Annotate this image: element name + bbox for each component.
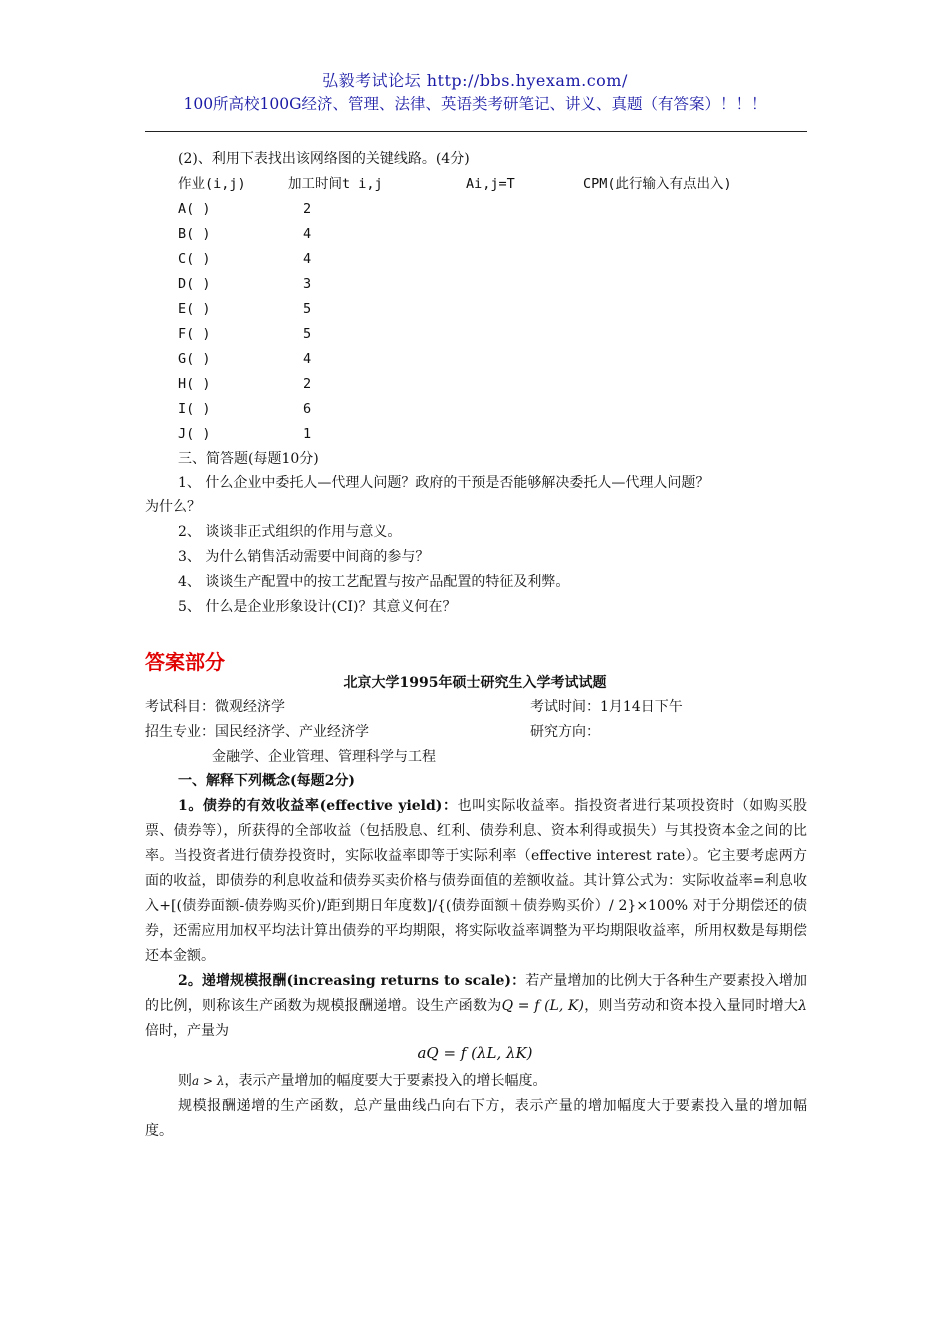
- concept-2-text-a: 若产量增加的比例大于各种生产要素投入增加的比例，则称该生产函数为规模报酬递增。设生产函数为: [145, 973, 807, 1014]
- exam-major: 招生专业：国民经济学、产业经济学: [145, 724, 369, 740]
- table-header-cpm: CPM(此行输入有点出入): [583, 176, 732, 192]
- table-row-task: F( ): [178, 326, 211, 342]
- concept-1: [145, 794, 807, 969]
- table-row-task: A( ): [178, 201, 211, 217]
- table-row-time: 5: [303, 326, 312, 342]
- question-2-title: (2)、利用下表找出该网络图的关键线路。(4分): [178, 151, 470, 167]
- concept-2-text-c: 倍时，产量为: [145, 1023, 229, 1039]
- table-row-task: C( ): [178, 251, 211, 267]
- concept-2-text-b: ，则当劳动和资本投入量同时增大: [583, 998, 799, 1014]
- exam-subject: 考试科目：微观经济学: [145, 699, 285, 715]
- table-row-task: G( ): [178, 351, 211, 367]
- production-function: Q = f (L, K): [501, 998, 584, 1014]
- short-question-3: 3、 为什么销售活动需要中间商的参与？: [178, 549, 430, 565]
- table-row-task: B( ): [178, 226, 211, 242]
- exam-title: 北京大学1995年硕士研究生入学考试试题: [343, 675, 607, 691]
- section-3-title: 三、简答题(每题10分): [178, 451, 319, 467]
- concept-2: [145, 969, 807, 1044]
- table-row-task: I( ): [178, 401, 211, 417]
- table-header-task: 作业(i,j): [178, 176, 246, 192]
- short-question-1: 1、 什么企业中委托人—代理人问题？政府的干预是否能够解决委托人—代理人问题？: [178, 475, 710, 491]
- table-row-time: 4: [303, 226, 312, 242]
- table-row-time: 4: [303, 251, 312, 267]
- lambda-symbol: λ: [798, 998, 808, 1014]
- short-question-2: 2、 谈谈非正式组织的作用与意义。: [178, 524, 402, 540]
- table-row-time: 4: [303, 351, 312, 367]
- inequality-text: ，表示产量增加的幅度要大于要素投入的增长幅度。: [224, 1073, 547, 1089]
- table-header-time: 加工时间t i,j: [288, 176, 383, 192]
- formula: aQ = f (λL, λK): [417, 1044, 533, 1062]
- short-question-5: 5、 什么是企业形象设计(CI)？其意义何在？: [178, 599, 457, 615]
- short-question-4: 4、 谈谈生产配置中的按工艺配置与按产品配置的特征及利弊。: [178, 574, 570, 590]
- short-question-1-cont: 为什么？: [145, 499, 201, 515]
- table-row-time: 2: [303, 376, 312, 392]
- concept-1-text: 也叫实际收益率。指投资者进行某项投资时（如购买股票、债券等），所获得的全部收益（包括股息、红利、债券利息、资本利得或损失）与其投资本金之间的比率。当投资者进行债券投资时，实际收益率即等于实际利率（effective interest rate）。它主要考虑两方面的收益，即债券的利息收益和债券买卖价格与债券面值的差额收益。其计算公式为：实际收益率=利息收入+[(债券面额-债券购买价)/距到期日年度数]/{(债券面额＋债券购买价）/ 2}×100% 对于分期偿还的债券，还需应用加权平均法计算出债券的平均期限，将实际收益率调整为平均期限收益率，所用权数是每期偿还本金额。: [145, 798, 807, 964]
- table-row-time: 2: [303, 201, 312, 217]
- table-row-time: 5: [303, 301, 312, 317]
- table-row-task: E( ): [178, 301, 211, 317]
- answers-heading: 答案部分: [145, 650, 225, 674]
- table-row-time: 3: [303, 276, 312, 292]
- inequality-prefix: 则: [178, 1073, 192, 1089]
- table-row-time: 6: [303, 401, 312, 417]
- concept-1-term: 1。债券的有效收益率(effective yield)：: [178, 798, 458, 814]
- table-row-task: J( ): [178, 426, 211, 442]
- table-row-time: 1: [303, 426, 312, 442]
- table-row-task: H( ): [178, 376, 211, 392]
- closing-paragraph: 规模报酬递增的生产函数，总产量曲线凸向右下方，表示产量的增加幅度大于要素投入量的增加幅度。: [145, 1098, 807, 1139]
- exam-direction: 研究方向：: [530, 724, 600, 740]
- table-header-a: Ai,j=T: [466, 176, 515, 192]
- table-row-task: D( ): [178, 276, 211, 292]
- concept-2-term: 2。递增规模报酬(increasing returns to scale)：: [178, 973, 526, 989]
- header-forum-link[interactable]: 弘毅考试论坛 http://bbs.hyexam.com/: [322, 71, 628, 90]
- inequality-math: a > λ: [192, 1074, 225, 1088]
- exam-time: 考试时间：1月14日下午: [530, 699, 683, 715]
- exam-major-cont: 金融学、企业管理、管理科学与工程: [212, 749, 436, 765]
- part-1-title: 一、解释下列概念(每题2分): [178, 773, 355, 789]
- header-tagline: 100所高校100G经济、管理、法律、英语类考研笔记、讲义、真题（有答案）！！！: [183, 95, 767, 113]
- header-divider: [145, 131, 807, 132]
- inequality-line: [145, 1069, 807, 1094]
